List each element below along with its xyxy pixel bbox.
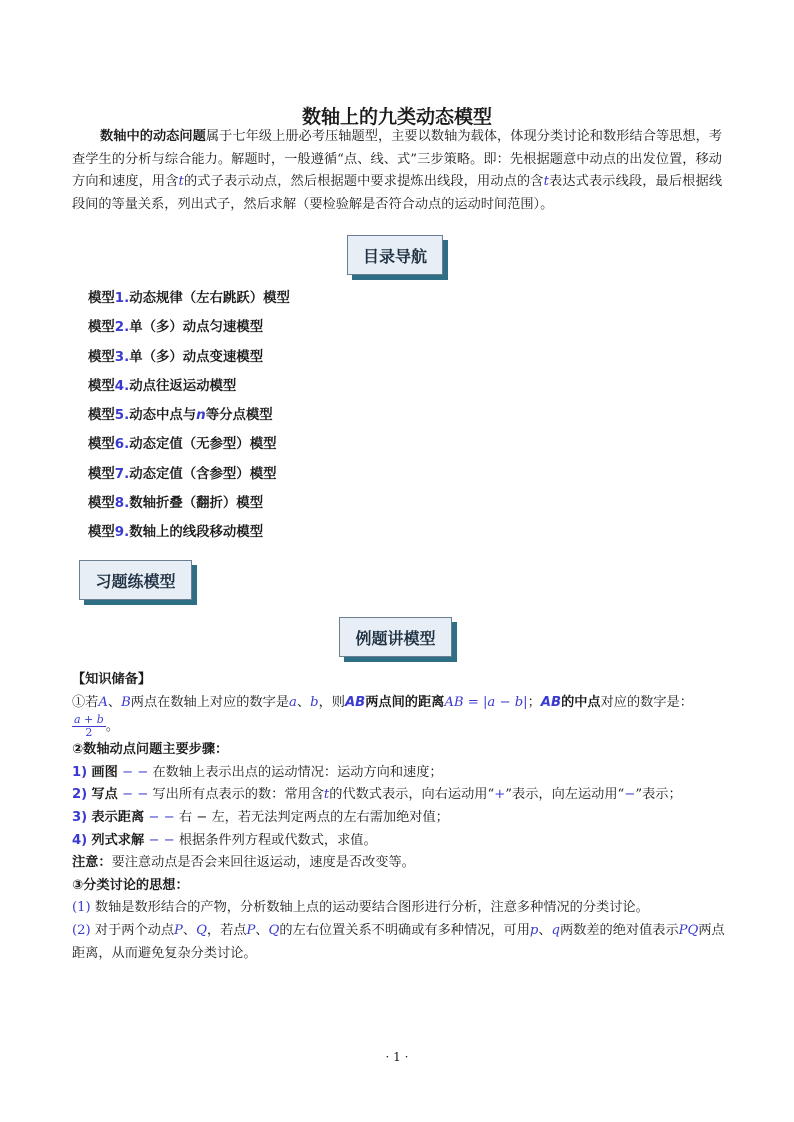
toc-item[interactable]: 模型1.动态规律（左右跳跃）模型 xyxy=(88,291,290,306)
classification-heading: ③分类讨论的思想： xyxy=(72,877,189,893)
toc-item[interactable]: 模型4.动点往返运动模型 xyxy=(88,378,237,394)
intro-lead: 数轴中的动态问题 xyxy=(100,129,206,144)
midpoint-fraction: $\frac{a + b}{2}$ xyxy=(74,713,104,740)
nav-heading-box: 目录导航 xyxy=(347,235,443,275)
step-item: 1) 画图 − − 在数轴上表示出点的运动情况：运动方向和速度； xyxy=(72,764,443,780)
classification-item-1: (1) 数轴是数形结合的产物，分析数轴上点的运动要结合图形进行分析，注意多种情况的分类讨论。 xyxy=(72,900,649,916)
step-item: 4) 列式求解 − − 根据条件列方程或代数式，求值。 xyxy=(72,832,377,848)
toc-item[interactable]: 模型6.动态定值（无参型）模型 xyxy=(88,437,277,453)
note-line: 注意：要注意动点是否会来回往返运动，速度是否改变等。 xyxy=(72,855,415,871)
toc-item[interactable]: 模型8.数轴折叠（翻折）模型 xyxy=(88,496,264,512)
knowledge-section xyxy=(72,669,732,965)
step-item: 3) 表示距离 − − 右 − 左，若无法判定两点的左右需加绝对值； xyxy=(72,809,449,825)
page-number: · 1 · xyxy=(385,1050,409,1064)
step-item: 2) 写点 − − 写出所有点表示的数：常用含t的代数式表示，向右运动用“+”表示，向左运动用“−”表示； xyxy=(72,787,682,803)
toc-item[interactable]: 模型9.数轴上的线段移动模型 xyxy=(88,525,264,541)
steps-heading: ②数轴动点问题主要步骤： xyxy=(72,742,229,758)
example-heading-box: 例题讲模型 xyxy=(339,617,452,657)
knowledge-item-1: ①若A、B两点在数轴上对应的数字是a、b，则AB两点间的距离AB = |a − b|；AB的中点对应的数字是： $\frac{a + b}{2}$ 。 xyxy=(72,694,693,740)
toc-item[interactable]: 模型7.动态定值（含参型）模型 xyxy=(88,466,277,482)
intro-paragraph: 数轴中的动态问题属于七年级上册必考压轴题型，主要以数轴为载体，体现分类讨论和数形结合等思想，考查学生的分析与综合能力。解题时，一般遵循“点、线、式”三步策略。即：先根据题意中动点的出发位置，移动方向和速度，用含t的式子表示动点，然后根据题中要求提炼出线段，用动点的含t表达式表示线段，最后根据线段间的等量关系，列出式子，然后求解（要检验解是否符合动点的运动时间范围）。 xyxy=(72,129,723,212)
page-title: 数轴上的九类动态模型 xyxy=(301,106,492,128)
practice-heading-box: 习题练模型 xyxy=(79,560,192,600)
classification-item-2: (2) 对于两个动点P、Q，若点P、Q的左右位置关系不明确或有多种情况，可用p、q两数差的绝对值表示PQ两点距离，从而避免复杂分类讨论。 xyxy=(72,922,725,961)
toc-item[interactable]: 模型2.单（多）动点匀速模型 xyxy=(88,320,264,336)
table-of-contents xyxy=(88,287,688,551)
knowledge-heading: 【知识储备】 xyxy=(72,672,152,687)
toc-item[interactable]: 模型5.动态中点与n等分点模型 xyxy=(88,408,273,424)
toc-item[interactable]: 模型3.单（多）动点变速模型 xyxy=(88,349,264,365)
